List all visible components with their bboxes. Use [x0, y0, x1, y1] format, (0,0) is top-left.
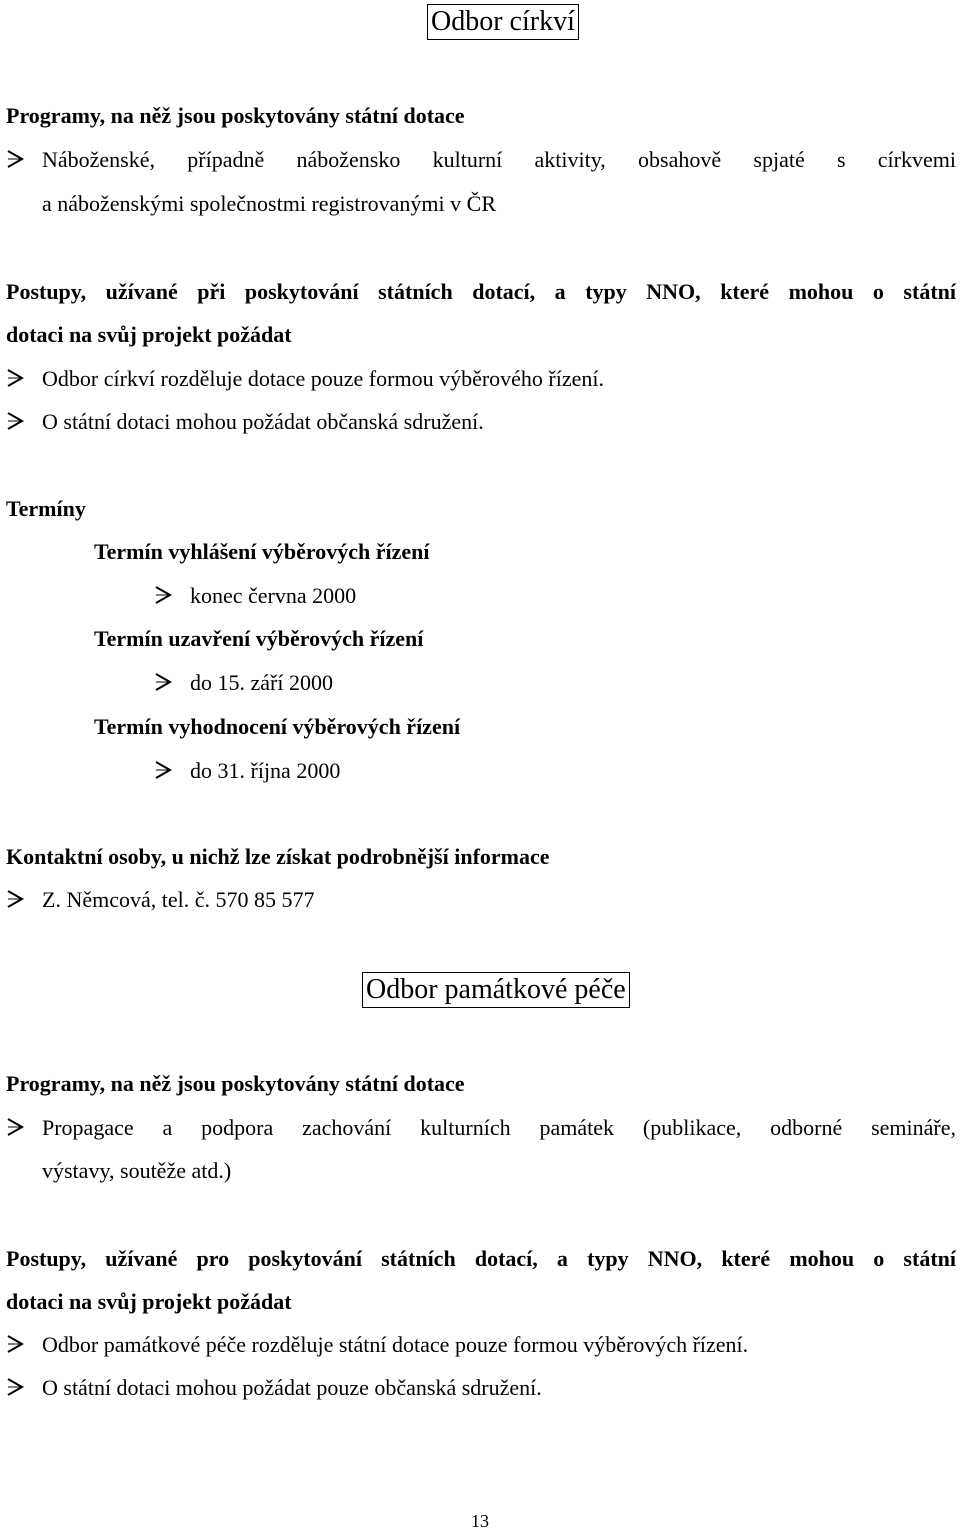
arrow-bullet-icon [6, 411, 24, 431]
term-evaluation-label: Termín vyhodnocení výběrových řízení [94, 714, 461, 739]
procedures-item: Odbor církví rozděluje dotace pouze formou výběrového řízení. [42, 366, 605, 391]
procedures-item: O státní dotaci mohou požádat pouze občanská sdružení. [42, 1375, 542, 1400]
arrow-bullet-icon [6, 368, 24, 388]
procedures-item: Odbor památkové péče rozděluje státní dotace pouze formou výběrových řízení. [42, 1332, 749, 1357]
terms-heading: Termíny [6, 496, 86, 521]
programs-item-line1: Propagace a podpora zachování kulturních památek (publikace, odborné semináře, [42, 1115, 956, 1140]
arrow-bullet-icon [154, 760, 172, 780]
section-title-odbor-cirkvi: Odbor církví [427, 4, 579, 40]
arrow-bullet-icon [6, 1117, 24, 1137]
procedures-heading-line2: dotaci na svůj projekt požádat [6, 1289, 292, 1314]
arrow-bullet-icon [6, 149, 24, 169]
term-announcement-value: konec června 2000 [190, 583, 357, 608]
arrow-bullet-icon [6, 1334, 24, 1354]
arrow-bullet-icon [154, 672, 172, 692]
arrow-bullet-icon [6, 1377, 24, 1397]
term-closing-label: Termín uzavření výběrových řízení [94, 626, 424, 651]
programs-item-line1: Náboženské, případně nábožensko kulturní aktivity, obsahově spjaté s církvemi [42, 147, 956, 172]
programs-item-line2: a náboženskými společnostmi registrovanými v ČR [42, 191, 496, 216]
page-number: 13 [471, 1511, 489, 1531]
arrow-bullet-icon [6, 889, 24, 909]
programs-heading: Programy, na něž jsou poskytovány státní dotace [6, 1071, 465, 1096]
term-evaluation-value: do 31. října 2000 [190, 758, 341, 783]
procedures-heading-line2: dotaci na svůj projekt požádat [6, 322, 292, 347]
contact-heading: Kontaktní osoby, u nichž lze získat podrobnější informace [6, 844, 550, 869]
programs-item-line2: výstavy, soutěže atd.) [42, 1158, 232, 1183]
arrow-bullet-icon [154, 585, 172, 605]
programs-heading: Programy, na něž jsou poskytovány státní dotace [6, 103, 465, 128]
term-closing-value: do 15. září 2000 [190, 670, 333, 695]
procedures-heading-line1: Postupy, užívané při poskytování státních dotací, a typy NNO, které mohou o státní [6, 279, 956, 304]
term-announcement-label: Termín vyhlášení výběrových řízení [94, 539, 430, 564]
procedures-heading-line1: Postupy, užívané pro poskytování státních dotací, a typy NNO, které mohou o státní [6, 1246, 956, 1271]
procedures-item: O státní dotaci mohou požádat občanská sdružení. [42, 409, 484, 434]
section-title-odbor-pamatkove-pece: Odbor památkové péče [362, 972, 630, 1008]
contact-item: Z. Němcová, tel. č. 570 85 577 [42, 887, 315, 912]
